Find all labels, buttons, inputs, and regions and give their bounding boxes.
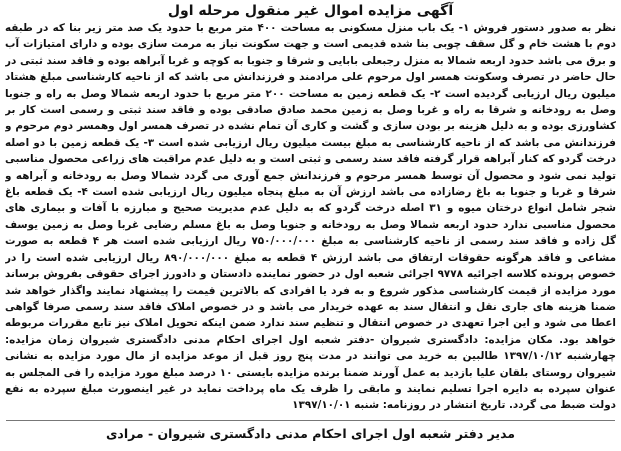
notice-title: آگهی مزایده اموال غیر منقول مرحله اول <box>167 3 454 19</box>
notice-body: نظر به صدور دستور فروش ۱- یک باب منزل مسکونی به مساحت ۴۰۰ متر مربع با حدود یک صد متر زیر بنا که در طبقه دوم با هشت خام و گل سقف چوبی بنا شده قدیمی است و جهت سکونت نیاز به مرمت سازی بوده و دارای امتیازات آب و برق می باشد حدود اربعه شمالا به منزل رجبعلی بابایی و شرقا و جنوبا به کوچه و غربا آبراهه بوده و فاقد سند ثبتی در حال حاضر در تصرف وسکونت همسر اول مرحوم علی مرادمند و فرزندانش می باشد که از ناحیه کارشناسی مبلغ هشتاد میلیون ریال ارزیابی گردیده است ۲- یک قطعه زمین به مساحت ۲۰۰ متر مربع با حدود اربعه شمالا وصل به راه و جنوبا وصل به رودخانه و شرقا به راه و غربا وصل به زمین محمد صادق صادقی بوده و فاقد سند ثبتی و رسمی است کار بر کشاورزی بوده و به دلیل هزینه بر بودن سازی و گشت و کاری آن تمام نشده در تصرف همسر اول وهمسر دوم مرحوم و فرزندانش می باشد که از ناحیه کارشناسی به مبلغ بیست میلیون ریال ارزیابی شده است ۳- یک قطعه زمین با دو اصله درخت گردو که کنار آبراهه قرار گرفته فاقد سند رسمی و ثبتی است و به دلیل عدم مراقبت های زراعی محصول مناسبی تولید نمی شود و محصول آن توسط همسر مرحوم و فرزندانش جمع آوری می گردد شمالا وصل به رودخانه و آبراهه و شرقا و غربا و جنوبا به باغ رضازاده می باشد ارزش آن به مبلغ پنجاه میلیون ریال ارزیابی شده است ۴- یک قطعه باغ شجر شامل انواع درختان میوه و ۳۱ اصله درخت گردو که به دلیل عدم مدیریت صحیح و مبارزه با آفات و بیماری های محصول مناسبی ندارد حدود اربعه شمالا وصل به رودخانه و جنوبا وصل به باغ مسلم رضایی غربا وصل به زمین یوسف گل زاده و فاقد سند رسمی از ناحیه کارشناسی به مبلغ ۷۵۰/۰۰۰/۰۰۰ ریال ارزیابی شده است هر ۴ قطعه به صورت مشاعی و فاقد هرگونه حقوقات ارتفاق می باشد ارزش ۴ قطعه به مبلغ ۸۹۰/۰۰۰/۰۰۰ ریال ارزیابی شده است را در خصوص پرونده کلاسه اجرائیه ۹۷۷۸ اجرائی شعبه اول در حضور نماینده دادستان و دادورز اجرای حقوقی بفروش برساند مورد مزایده از قیمت کارشناسی مذکور شروع و به فرد یا افرادی که بالاترین قیمت را پیشنهاد نمایند واگذار خواهد شد ضمنا هزینه های جاری نقل و انتقال سند به عهده خریدار می باشد و در خصوص املاک فاقد سند رسمی صرفا گواهی اعطا می شود و این اجرا تعهدی در خصوص انتقال و تنظیم سند ندارد ضمن اینکه تحویل املاک نیز تابع مقررات مربوطه خواهد بود. مکان مزایده: دادگستری شیروان -دفتر شعبه اول اجرای احکام مدنی دادگستری شیروان زمان مزایده: چهارشنبه ۱۳۹۷/۱۰/۱۲ طالبین به خرید می توانند در مدت پنج روز قبل از موعد مزایده از مال مورد مزایده به نشانی شیروان روستای بلقان علیا بازدید به عمل آورند ضمنا برنده مزایده بایستی ۱۰ درصد مبلغ مورد مزایده را فی المجلس به عنوان سپرده به دایره اجرا تسلیم نمایند و مابقی را ظرف یک ماه پرداخت نماید در غیر اینصورت مبلغ سپرده به نفع دولت ضبط می گردد. تاریخ انتشار در روزنامه: شنبه ۱۳۹۷/۱۰/۰۱ <box>5 22 616 412</box>
notice-signature: مدیر دفتر شعبه اول اجرای احکام مدنی دادگستری شیروان - مرادی <box>6 420 615 447</box>
